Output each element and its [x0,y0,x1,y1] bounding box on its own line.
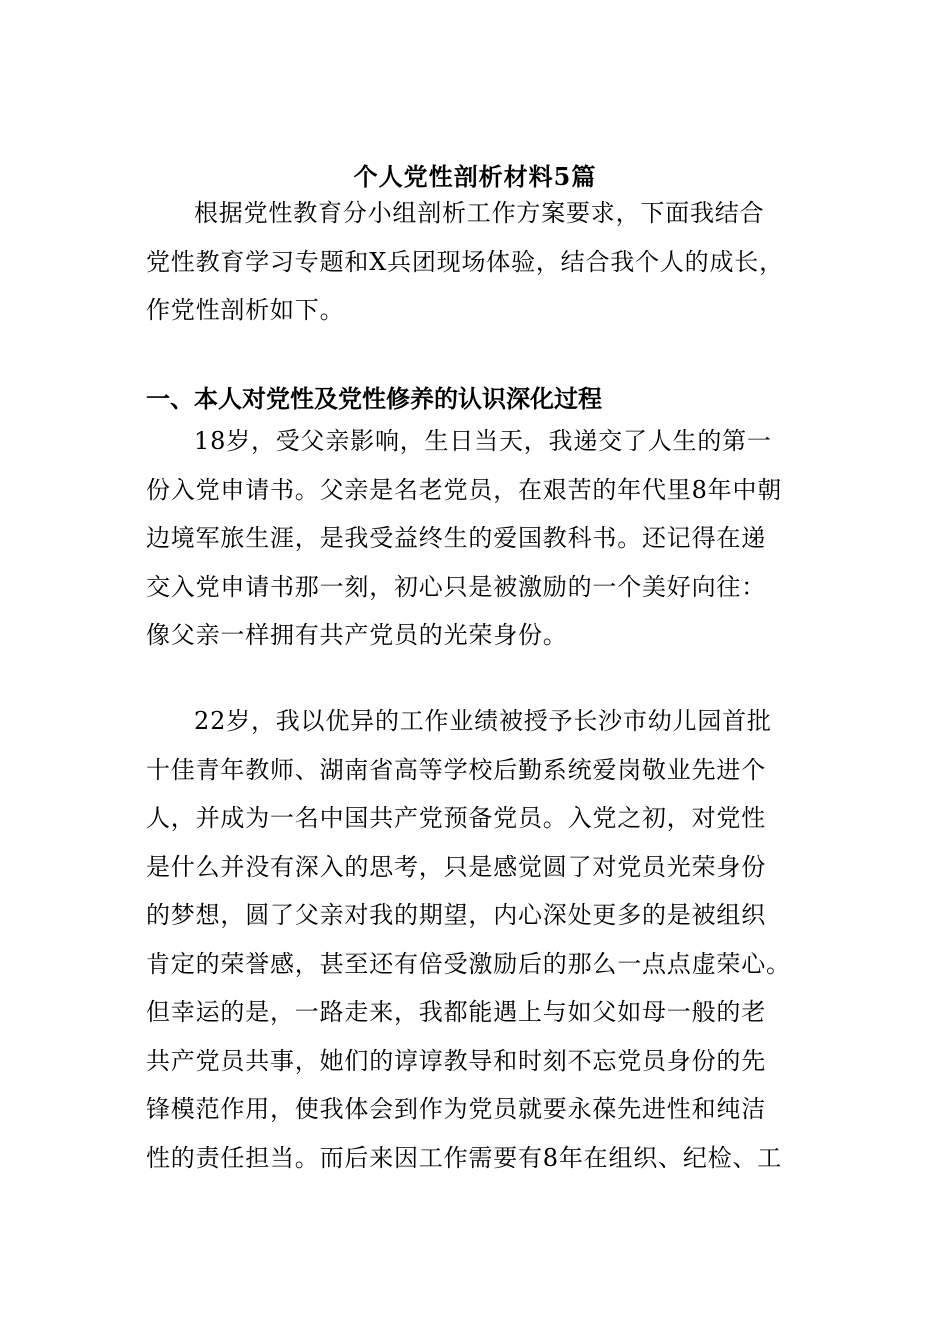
section-heading: 一、本人对党性及党性修养的认识深化过程 [146,384,602,413]
paragraph-line: 锋模范作用，使我体会到作为党员就要永葆先进性和纯洁 [146,1095,766,1123]
paragraph-line: 份入党申请书。父亲是名老党员，在艰苦的年代里8年中朝 [146,475,783,504]
paragraph-line: 作党性剖析如下。 [146,296,345,324]
paragraph-line: 22岁，我以优异的工作业绩被授予长沙市幼儿园首批 [194,707,772,735]
paragraph-line: 交入党申请书那一刻，初心只是被激励的一个美好向往： [146,572,766,601]
paragraph-line: 是什么并没有深入的思考，只是感觉圆了对党员光荣身份 [146,852,766,881]
paragraph-line: 但幸运的是，一路走来，我都能遇上与如父如母一般的老 [146,998,766,1026]
intro-paragraph [146,189,810,335]
section-paragraph-1 [146,417,810,660]
paragraph-line: 根据党性教育分小组剖析工作方案要求，下面我结合 [194,199,765,227]
paragraph-line: 人，并成为一名中国共产党预备党员。入党之初，对党性 [146,804,766,832]
paragraph-line: 18岁，受父亲影响，生日当天，我递交了人生的第一 [194,427,772,455]
paragraph-line: 十佳青年教师、湖南省高等学校后勤系统爱岗敬业先进个 [146,755,766,784]
section-paragraph-2 [146,697,810,1182]
paragraph-line: 肯定的荣誉感，甚至还有倍受激励后的那么一点点虚荣心。 [146,949,791,978]
paragraph-line: 性的责任担当。而后来因工作需要有8年在组织、纪检、工 [146,1143,783,1172]
paragraph-line: 边境军旅生涯，是我受益终生的爱国教科书。还记得在递 [146,524,766,552]
paragraph-line: 的梦想，圆了父亲对我的期望，内心深处更多的是被组织 [146,901,766,929]
paragraph-line: 党性教育学习专题和X兵团现场体验，结合我个人的成长， [146,247,784,276]
paragraph-line: 像父亲一样拥有共产党员的光荣身份。 [146,621,568,649]
paragraph-line: 共产党员共事，她们的谆谆教导和时刻不忘党员身份的先 [146,1046,766,1075]
document-title: 个人党性剖析材料5篇 [353,162,597,191]
